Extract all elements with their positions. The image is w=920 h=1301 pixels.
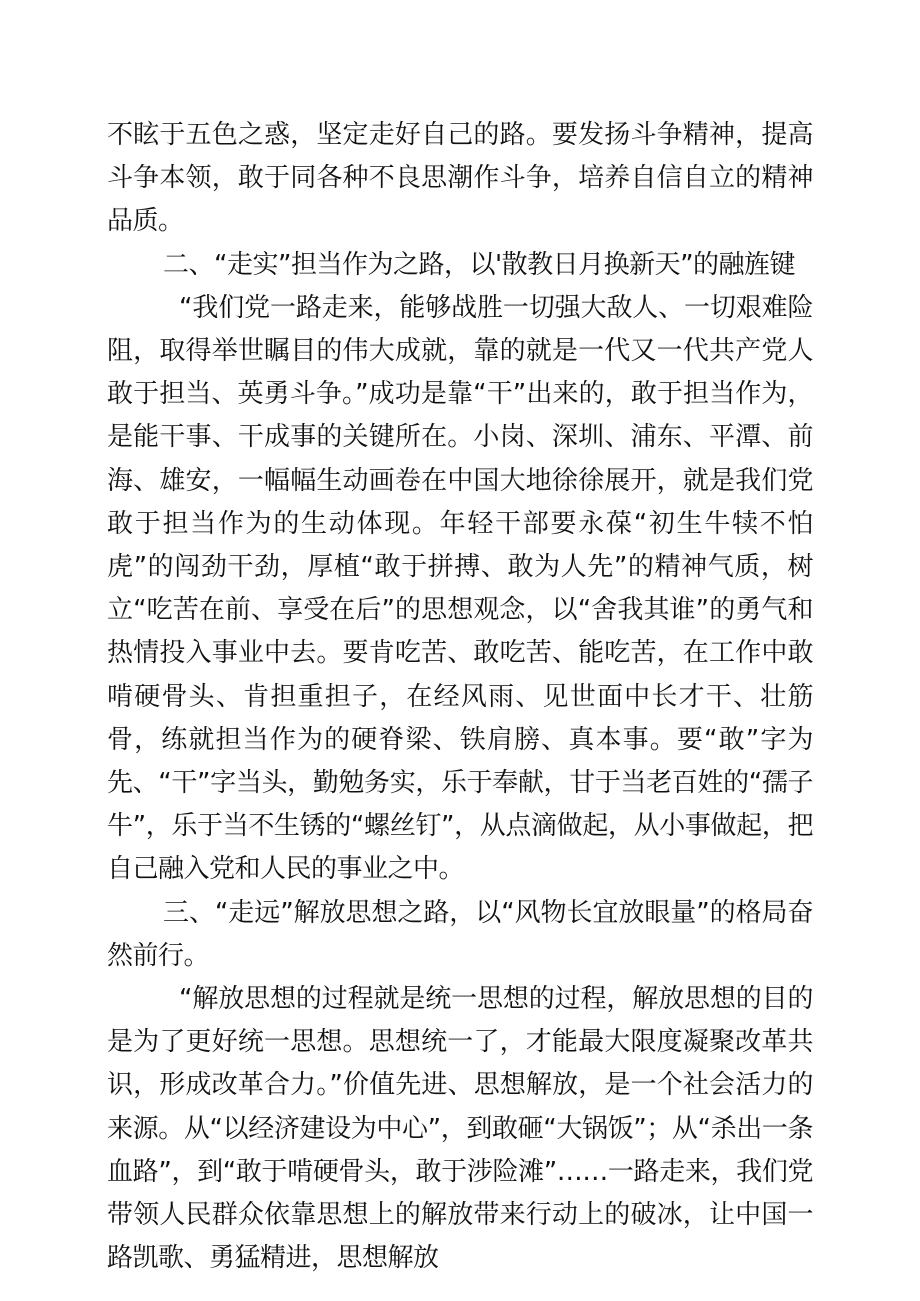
paragraph-section-three: “解放思想的过程就是统一思想的过程，解放思想的目的是为了更好统一思想。思想统一了，才能最大限度凝聚改革共识，形成改革合力。”价值先进、思想解放，是一个社会活力的来源。从“以经济建设为中心”，到敢砸“大锅饭”；从“杀出一条血路”，到“敢于啃硬骨头，敢于涉险滩”……一路走来，我们党带领人民群众依靠思想上的解放带来行动上的破冰，让中国一路凯歌、勇猛精进，思想解放 xyxy=(107,984,813,1274)
section-heading-two: 二、“走实”担当作为之路，以'散教日月换新天”的融旌键 xyxy=(163,249,796,280)
paragraph-section-two: “我们党一路走来，能够战胜一切强大敌人、一切艰难险阻，取得举世瞩目的伟大成就，靠的就是一代又一代共产党人敢于担当、英勇斗争。”成功是靠“干”出来的，敢于担当作为，是能干事、干成事的关键所在。小岗、深圳、浦东、平潭、前海、雄安，一幅幅生动画卷在中国大地徐徐展开，就是我们党敢于担当作为的生动体现。年轻干部要永葆“初生牛犊不怕虎”的闯劲干劲，厚植“敢于拼搏、敢为人先”的精神气质，树立“吃苦在前、享受在后”的思想观念，以“舍我其谁”的勇气和热情投入事业中去。要肯吃苦、敢吃苦、能吃苦，在工作中敢啃硬骨头、肯担重担子，在经风雨、见世面中长才干、壮筋骨，练就担当作为的硬脊梁、铁肩膀、真本事。要“敢”字为先、“干”字当头，勤勉务实，乐于奉献，甘于当老百姓的“孺子牛”，乐于当不生锈的“螺丝钉”，从点滴做起，从小事做起，把自己融入党和人民的事业之中。 xyxy=(107,292,813,885)
section-heading-three: 三、“走远”解放思想之路，以“风物长宜放眼量”的格局奋然前行。 xyxy=(107,897,813,971)
paragraph-continuation: 不眩于五色之惑，坚定走好自己的路。要发扬斗争精神，提高斗争本领，敢于同各种不良思潮作斗争，培养自信自立的精神品质。 xyxy=(107,120,813,237)
document-body xyxy=(107,114,813,1280)
